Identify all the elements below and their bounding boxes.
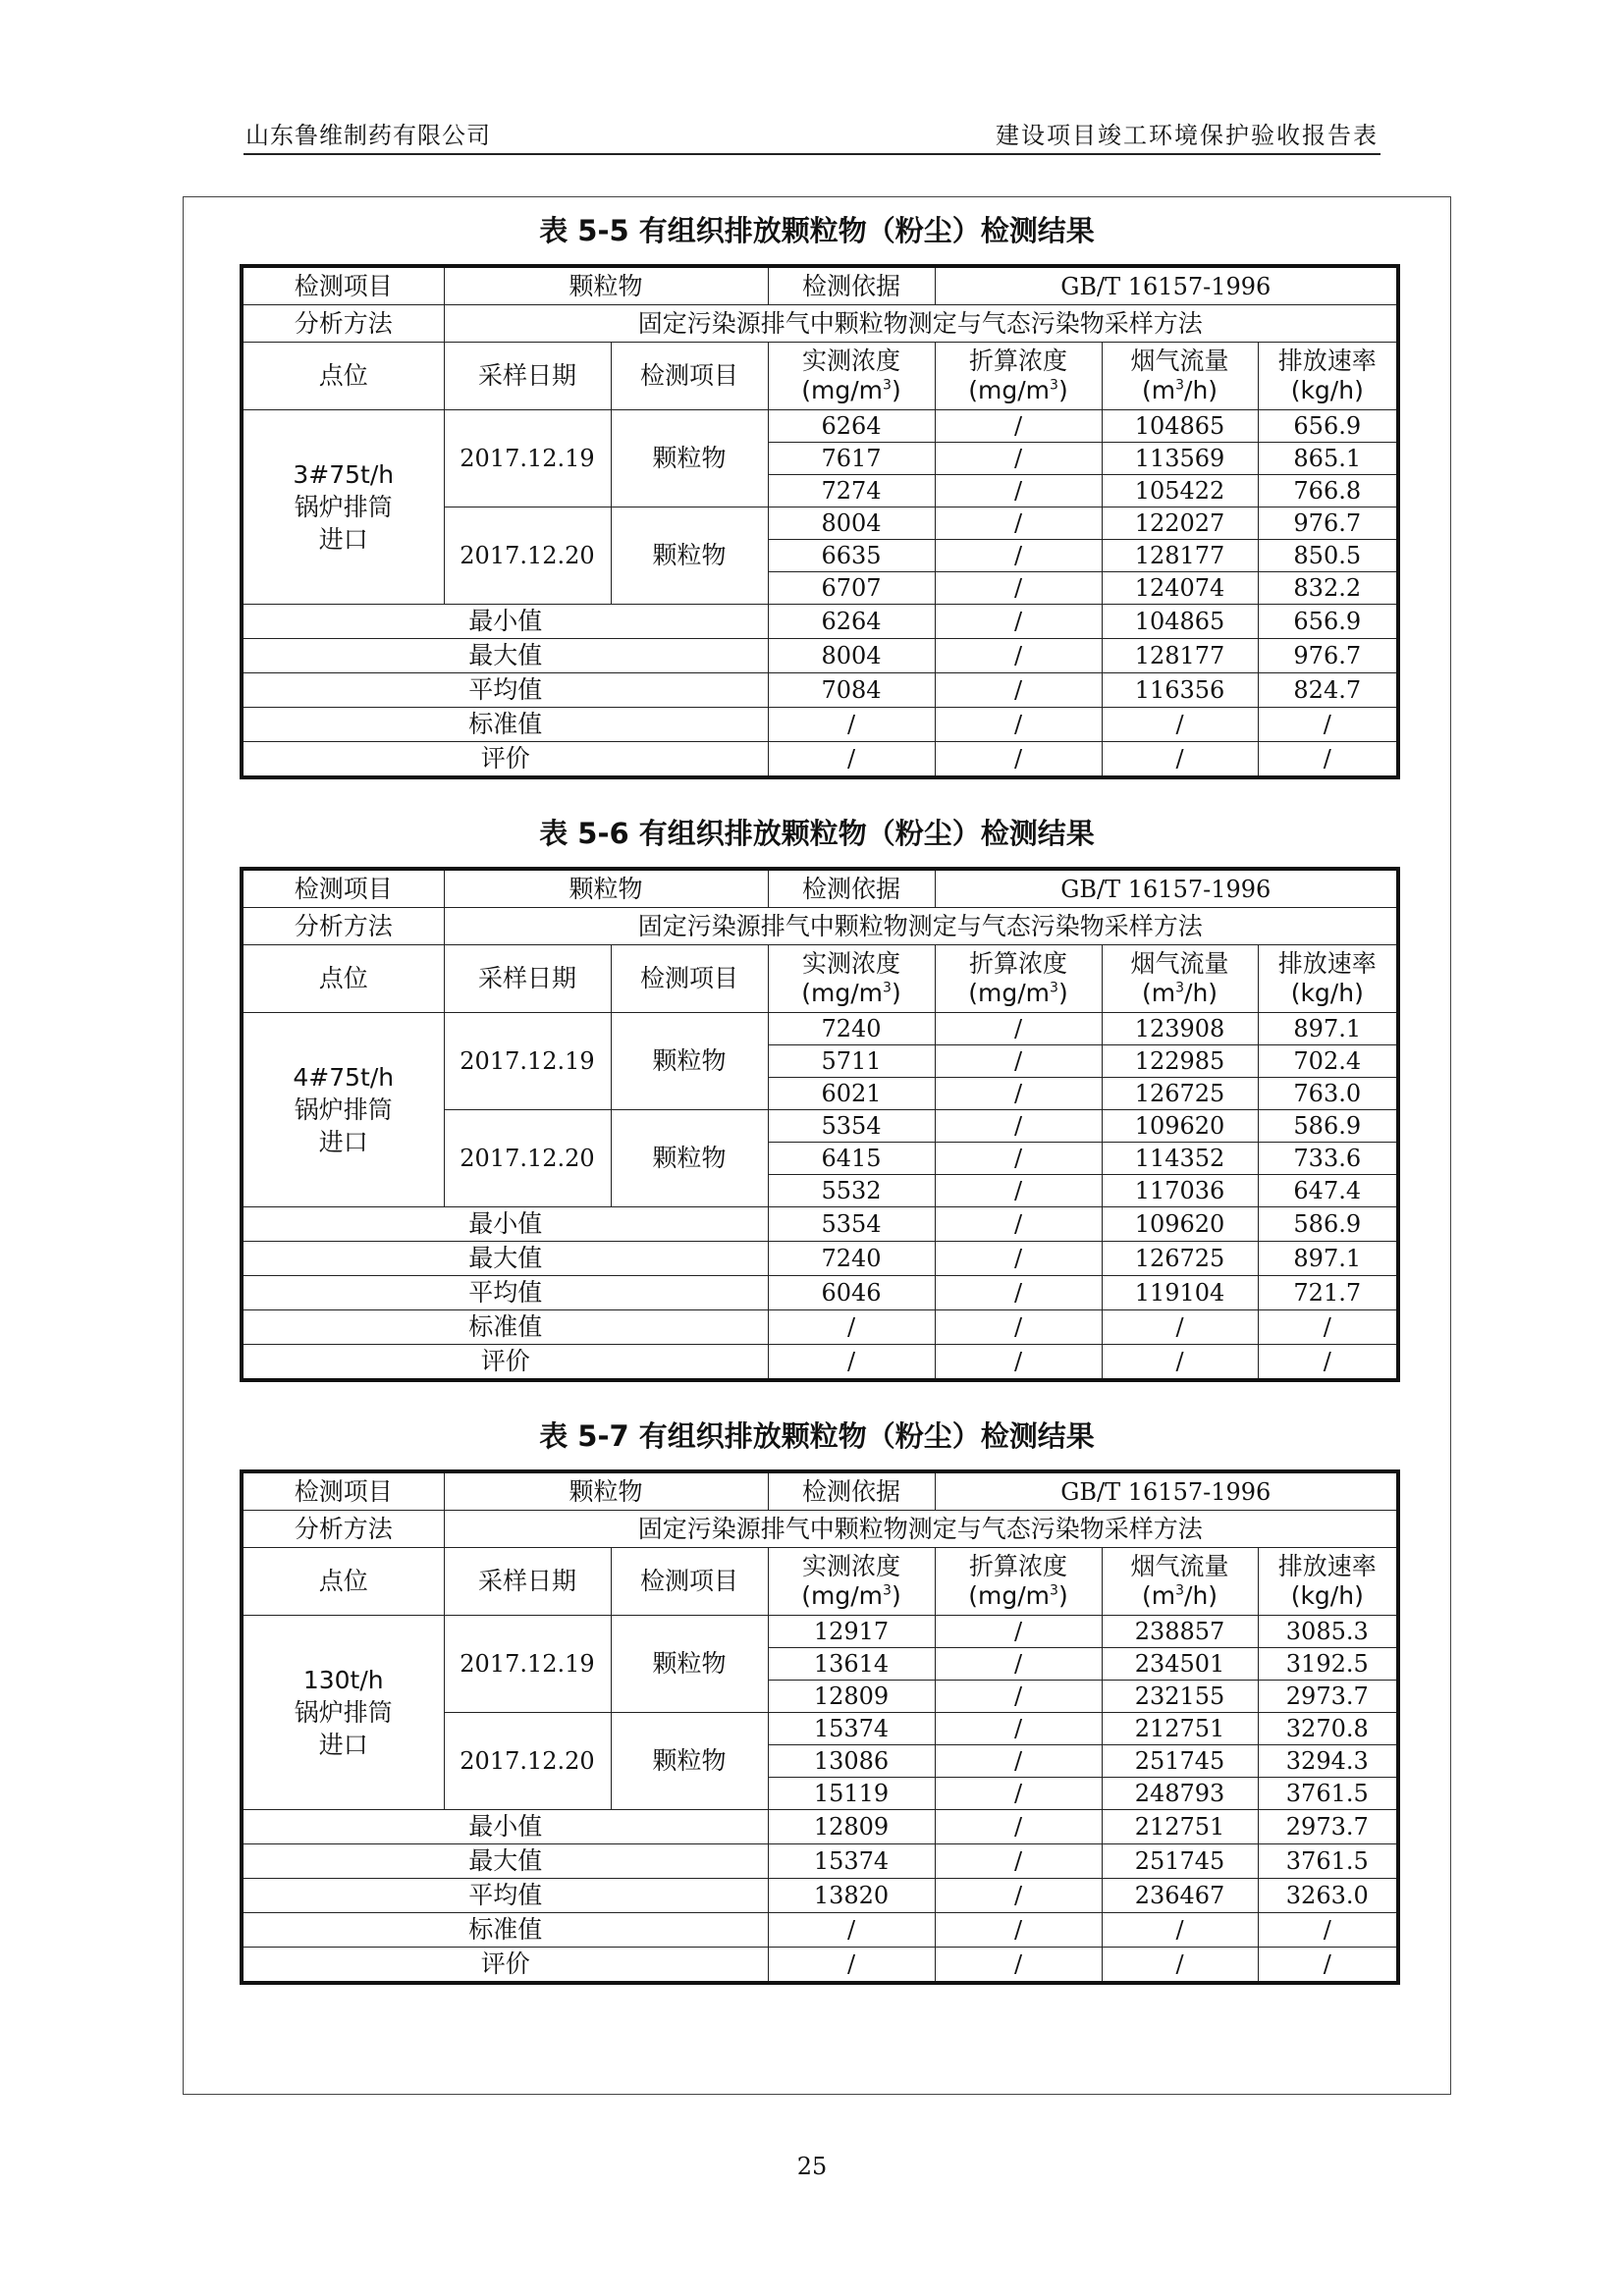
value-measured: 6415 [768,1143,935,1175]
table-caption: 表 5-7 有组织排放颗粒物（粉尘）检测结果 [539,1419,1095,1453]
summary-eval-rate: / [1258,1948,1398,1984]
unit-tail: /h) [1184,376,1218,404]
summary-min-flow: 104865 [1102,605,1258,639]
value-converted: / [935,1681,1102,1713]
value-rate: 3294.3 [1258,1745,1398,1778]
col-converted [935,945,1102,1013]
unit-superscript: 3 [1050,1582,1058,1599]
value-measured: 5711 [768,1045,935,1078]
unit-superscript: 3 [883,980,892,996]
value-measured: 5532 [768,1175,935,1207]
col-point: 点位 [242,343,444,410]
page-number: 25 [796,2153,828,2180]
unit-superscript: 3 [1050,980,1058,996]
col-flow-label: 烟气流量 [1130,347,1229,375]
value-flow: 251745 [1102,1745,1258,1778]
value-converted: / [935,1713,1102,1745]
item-label: 检测项目 [242,266,444,305]
unit-text: (mg/m [968,376,1051,404]
summary-min-converted: / [935,1207,1102,1242]
col-converted-unit [936,1581,1102,1611]
col-flow [1102,1548,1258,1616]
unit-close: ) [1057,979,1068,1007]
summary-std-rate: / [1258,1310,1398,1345]
summary-max-rate: 897.1 [1258,1242,1398,1276]
value-flow: 124074 [1102,572,1258,605]
method-value: 固定污染源排气中颗粒物测定与气态污染物采样方法 [444,1511,1398,1548]
value-converted: / [935,507,1102,540]
summary-label-eval: 评价 [242,1345,768,1381]
summary-min-measured: 6264 [768,605,935,639]
summary-eval-measured: / [768,1345,935,1381]
col-measured [768,945,935,1013]
unit-text: (mg/m [968,1581,1051,1610]
summary-avg-converted: / [935,673,1102,708]
unit-superscript: 3 [1175,1582,1185,1599]
summary-min-flow: 212751 [1102,1810,1258,1844]
col-rate-label: 排放速率 [1277,949,1377,978]
summary-avg-measured: 7084 [768,673,935,708]
value-flow: 104865 [1102,410,1258,443]
unit-text: (m [1141,979,1176,1007]
col-measured [768,1548,935,1616]
unit-text: (m [1141,376,1176,404]
col-flow [1102,343,1258,410]
basis-label: 检测依据 [768,869,935,908]
value-flow: 113569 [1102,443,1258,475]
col-measured-label: 实测浓度 [802,1552,901,1580]
method-label: 分析方法 [242,1511,444,1548]
method-label: 分析方法 [242,305,444,343]
summary-min-rate: 656.9 [1258,605,1398,639]
value-converted: / [935,1110,1102,1143]
point-cell [242,1013,444,1207]
value-rate: 656.9 [1258,410,1398,443]
summary-row-min [242,1810,1398,1844]
basis-value: GB/T 16157-1996 [935,869,1398,908]
summary-row-std [242,708,1398,742]
value-converted: / [935,1078,1102,1110]
table-header-row [242,945,1398,1013]
col-rate [1258,945,1398,1013]
col-rate-unit: (kg/h) [1290,979,1364,1007]
value-converted: / [935,1045,1102,1078]
summary-row-std [242,1310,1398,1345]
summary-label-avg: 平均值 [242,1879,768,1913]
summary-max-converted: / [935,1242,1102,1276]
summary-avg-converted: / [935,1879,1102,1913]
table-caption: 表 5-5 有组织排放颗粒物（粉尘）检测结果 [539,214,1095,247]
col-flow-label: 烟气流量 [1130,1552,1229,1580]
summary-max-rate: 3761.5 [1258,1844,1398,1879]
summary-eval-measured: / [768,1948,935,1984]
value-measured: 8004 [768,507,935,540]
table-caption: 表 5-6 有组织排放颗粒物（粉尘）检测结果 [539,817,1095,850]
table-row [242,1511,1398,1548]
table-row [242,410,1398,443]
summary-std-flow: / [1102,1310,1258,1345]
value-flow: 109620 [1102,1110,1258,1143]
summary-row-min [242,1207,1398,1242]
method-label: 分析方法 [242,908,444,945]
value-rate: 976.7 [1258,507,1398,540]
col-measured [768,343,935,410]
summary-std-measured: / [768,1913,935,1948]
sample-date: 2017.12.20 [444,1713,611,1810]
unit-superscript: 3 [883,377,892,394]
value-flow: 212751 [1102,1713,1258,1745]
table-header-row [242,1548,1398,1616]
col-converted [935,343,1102,410]
value-flow: 114352 [1102,1143,1258,1175]
unit-text: (mg/m [801,979,884,1007]
value-converted: / [935,410,1102,443]
point-line: 锅炉排筒 [294,493,393,521]
table-row [242,869,1398,908]
point-line: 3#75t/h [293,460,395,489]
col-measured-label: 实测浓度 [802,347,901,375]
summary-label-avg: 平均值 [242,673,768,708]
summary-eval-rate: / [1258,742,1398,778]
value-converted: / [935,540,1102,572]
summary-std-measured: / [768,708,935,742]
value-measured: 7240 [768,1013,935,1045]
value-flow: 122985 [1102,1045,1258,1078]
value-measured: 12809 [768,1681,935,1713]
unit-tail: /h) [1184,1581,1218,1610]
value-flow: 238857 [1102,1616,1258,1648]
value-measured: 7274 [768,475,935,507]
summary-label-std: 标准值 [242,708,768,742]
value-converted: / [935,1778,1102,1810]
summary-row-max [242,639,1398,673]
table-row [242,1013,1398,1045]
unit-superscript: 3 [1175,980,1185,996]
summary-max-flow: 126725 [1102,1242,1258,1276]
value-converted: / [935,1013,1102,1045]
summary-row-max [242,1844,1398,1879]
table-row [242,908,1398,945]
unit-close: ) [1057,1581,1068,1610]
value-converted: / [935,1648,1102,1681]
summary-std-converted: / [935,708,1102,742]
summary-label-eval: 评价 [242,1948,768,1984]
point-line: 进口 [318,1128,368,1156]
unit-superscript: 3 [1175,377,1185,394]
summary-max-measured: 15374 [768,1844,935,1879]
sample-date: 2017.12.20 [444,507,611,605]
summary-row-avg [242,1276,1398,1310]
summary-max-rate: 976.7 [1258,639,1398,673]
summary-eval-converted: / [935,1345,1102,1381]
unit-close: ) [891,376,901,404]
sample-item: 颗粒物 [611,1713,768,1810]
summary-row-max [242,1242,1398,1276]
col-rate-label: 排放速率 [1277,347,1377,375]
summary-std-flow: / [1102,708,1258,742]
value-rate: 897.1 [1258,1013,1398,1045]
summary-label-eval: 评价 [242,742,768,778]
col-date: 采样日期 [444,343,611,410]
value-flow: 122027 [1102,507,1258,540]
summary-avg-flow: 236467 [1102,1879,1258,1913]
summary-min-flow: 109620 [1102,1207,1258,1242]
table-row [242,1616,1398,1648]
col-rate-label: 排放速率 [1277,1552,1377,1580]
col-measured-unit [769,376,935,405]
summary-row-avg [242,1879,1398,1913]
col-flow-unit [1103,1581,1258,1611]
summary-eval-converted: / [935,1948,1102,1984]
unit-close: ) [1057,376,1068,404]
value-flow: 123908 [1102,1013,1258,1045]
summary-eval-flow: / [1102,1948,1258,1984]
unit-close: ) [891,979,901,1007]
table-row [242,266,1398,305]
summary-max-converted: / [935,639,1102,673]
summary-label-min: 最小值 [242,1207,768,1242]
header-rule [244,153,1380,155]
value-flow: 126725 [1102,1078,1258,1110]
sample-date: 2017.12.19 [444,410,611,507]
value-rate: 850.5 [1258,540,1398,572]
sample-date: 2017.12.20 [444,1110,611,1207]
value-converted: / [935,1745,1102,1778]
sample-item: 颗粒物 [611,1110,768,1207]
summary-std-converted: / [935,1913,1102,1948]
item-value: 颗粒物 [444,869,768,908]
summary-min-measured: 12809 [768,1810,935,1844]
col-date: 采样日期 [444,1548,611,1616]
summary-eval-converted: / [935,742,1102,778]
value-rate: 647.4 [1258,1175,1398,1207]
col-flow-unit [1103,979,1258,1008]
col-rate-unit: (kg/h) [1290,376,1364,404]
value-rate: 733.6 [1258,1143,1398,1175]
sample-item: 颗粒物 [611,1013,768,1110]
value-measured: 15374 [768,1713,935,1745]
value-flow: 117036 [1102,1175,1258,1207]
value-flow: 234501 [1102,1648,1258,1681]
unit-superscript: 3 [883,1582,892,1599]
summary-eval-measured: / [768,742,935,778]
sample-item: 颗粒物 [611,410,768,507]
basis-value: GB/T 16157-1996 [935,1471,1398,1511]
summary-min-rate: 2973.7 [1258,1810,1398,1844]
sample-item: 颗粒物 [611,1616,768,1713]
value-measured: 13614 [768,1648,935,1681]
value-measured: 13086 [768,1745,935,1778]
point-cell [242,1616,444,1810]
col-converted-label: 折算浓度 [969,1552,1068,1580]
summary-row-min [242,605,1398,639]
col-rate-unit: (kg/h) [1290,1581,1364,1610]
value-converted: / [935,475,1102,507]
summary-avg-measured: 6046 [768,1276,935,1310]
summary-label-std: 标准值 [242,1913,768,1948]
summary-std-measured: / [768,1310,935,1345]
value-rate: 3085.3 [1258,1616,1398,1648]
item-label: 检测项目 [242,1471,444,1511]
header-company: 山东鲁维制药有限公司 [245,122,491,149]
unit-close: ) [891,1581,901,1610]
table-row [242,1471,1398,1511]
col-flow-unit [1103,376,1258,405]
value-measured: 6707 [768,572,935,605]
summary-min-rate: 586.9 [1258,1207,1398,1242]
summary-std-rate: / [1258,708,1398,742]
value-flow: 232155 [1102,1681,1258,1713]
value-flow: 128177 [1102,540,1258,572]
col-item: 检测项目 [611,945,768,1013]
col-measured-unit [769,1581,935,1611]
summary-min-converted: / [935,1810,1102,1844]
summary-max-measured: 8004 [768,639,935,673]
value-measured: 6635 [768,540,935,572]
col-flow [1102,945,1258,1013]
point-line: 4#75t/h [293,1063,395,1092]
value-measured: 5354 [768,1110,935,1143]
col-measured-label: 实测浓度 [802,949,901,978]
value-rate: 3761.5 [1258,1778,1398,1810]
sample-date: 2017.12.19 [444,1013,611,1110]
value-converted: / [935,572,1102,605]
summary-label-max: 最大值 [242,1844,768,1879]
summary-label-avg: 平均值 [242,1276,768,1310]
col-converted-label: 折算浓度 [969,949,1068,978]
unit-text: (mg/m [968,979,1051,1007]
summary-avg-rate: 3263.0 [1258,1879,1398,1913]
sample-item: 颗粒物 [611,507,768,605]
value-converted: / [935,443,1102,475]
summary-avg-flow: 116356 [1102,673,1258,708]
summary-min-measured: 5354 [768,1207,935,1242]
summary-max-flow: 128177 [1102,639,1258,673]
summary-eval-rate: / [1258,1345,1398,1381]
value-rate: 763.0 [1258,1078,1398,1110]
col-point: 点位 [242,945,444,1013]
value-converted: / [935,1175,1102,1207]
result-table [240,1469,1400,1985]
unit-tail: /h) [1184,979,1218,1007]
value-flow: 105422 [1102,475,1258,507]
sample-date: 2017.12.19 [444,1616,611,1713]
col-converted-unit [936,979,1102,1008]
summary-avg-measured: 13820 [768,1879,935,1913]
col-converted-unit [936,376,1102,405]
col-flow-label: 烟气流量 [1130,949,1229,978]
summary-avg-rate: 721.7 [1258,1276,1398,1310]
method-value: 固定污染源排气中颗粒物测定与气态污染物采样方法 [444,908,1398,945]
method-value: 固定污染源排气中颗粒物测定与气态污染物采样方法 [444,305,1398,343]
summary-std-converted: / [935,1310,1102,1345]
value-measured: 12917 [768,1616,935,1648]
table-header-row [242,343,1398,410]
summary-row-eval [242,742,1398,778]
result-table [240,264,1400,779]
summary-std-flow: / [1102,1913,1258,1948]
col-rate [1258,1548,1398,1616]
summary-avg-rate: 824.7 [1258,673,1398,708]
unit-superscript: 3 [1050,377,1058,394]
basis-label: 检测依据 [768,266,935,305]
summary-label-min: 最小值 [242,1810,768,1844]
item-label: 检测项目 [242,869,444,908]
summary-max-converted: / [935,1844,1102,1879]
result-table [240,867,1400,1382]
summary-label-max: 最大值 [242,1242,768,1276]
col-point: 点位 [242,1548,444,1616]
unit-text: (mg/m [801,376,884,404]
value-rate: 832.2 [1258,572,1398,605]
point-cell [242,410,444,605]
col-item: 检测项目 [611,1548,768,1616]
value-rate: 702.4 [1258,1045,1398,1078]
col-rate [1258,343,1398,410]
point-line: 锅炉排筒 [294,1698,393,1727]
header-report-title: 建设项目竣工环境保护验收报告表 [996,122,1379,149]
point-line: 锅炉排筒 [294,1095,393,1124]
value-rate: 3270.8 [1258,1713,1398,1745]
summary-row-eval [242,1948,1398,1984]
summary-avg-flow: 119104 [1102,1276,1258,1310]
value-measured: 6021 [768,1078,935,1110]
value-rate: 2973.7 [1258,1681,1398,1713]
summary-label-std: 标准值 [242,1310,768,1345]
value-converted: / [935,1616,1102,1648]
summary-label-max: 最大值 [242,639,768,673]
col-date: 采样日期 [444,945,611,1013]
unit-text: (mg/m [801,1581,884,1610]
summary-std-rate: / [1258,1913,1398,1948]
col-measured-unit [769,979,935,1008]
table-row [242,305,1398,343]
summary-min-converted: / [935,605,1102,639]
summary-row-std [242,1913,1398,1948]
value-converted: / [935,1143,1102,1175]
summary-row-eval [242,1345,1398,1381]
summary-eval-flow: / [1102,742,1258,778]
point-line: 进口 [318,525,368,554]
value-rate: 766.8 [1258,475,1398,507]
value-measured: 6264 [768,410,935,443]
summary-label-min: 最小值 [242,605,768,639]
item-value: 颗粒物 [444,1471,768,1511]
value-rate: 865.1 [1258,443,1398,475]
basis-value: GB/T 16157-1996 [935,266,1398,305]
col-converted [935,1548,1102,1616]
basis-label: 检测依据 [768,1471,935,1511]
value-measured: 7617 [768,443,935,475]
value-rate: 586.9 [1258,1110,1398,1143]
summary-max-flow: 251745 [1102,1844,1258,1879]
summary-max-measured: 7240 [768,1242,935,1276]
unit-text: (m [1141,1581,1176,1610]
summary-eval-flow: / [1102,1345,1258,1381]
item-value: 颗粒物 [444,266,768,305]
col-item: 检测项目 [611,343,768,410]
point-line: 进口 [318,1731,368,1759]
col-converted-label: 折算浓度 [969,347,1068,375]
summary-row-avg [242,673,1398,708]
summary-avg-converted: / [935,1276,1102,1310]
value-flow: 248793 [1102,1778,1258,1810]
value-rate: 3192.5 [1258,1648,1398,1681]
value-measured: 15119 [768,1778,935,1810]
point-line: 130t/h [302,1666,384,1694]
